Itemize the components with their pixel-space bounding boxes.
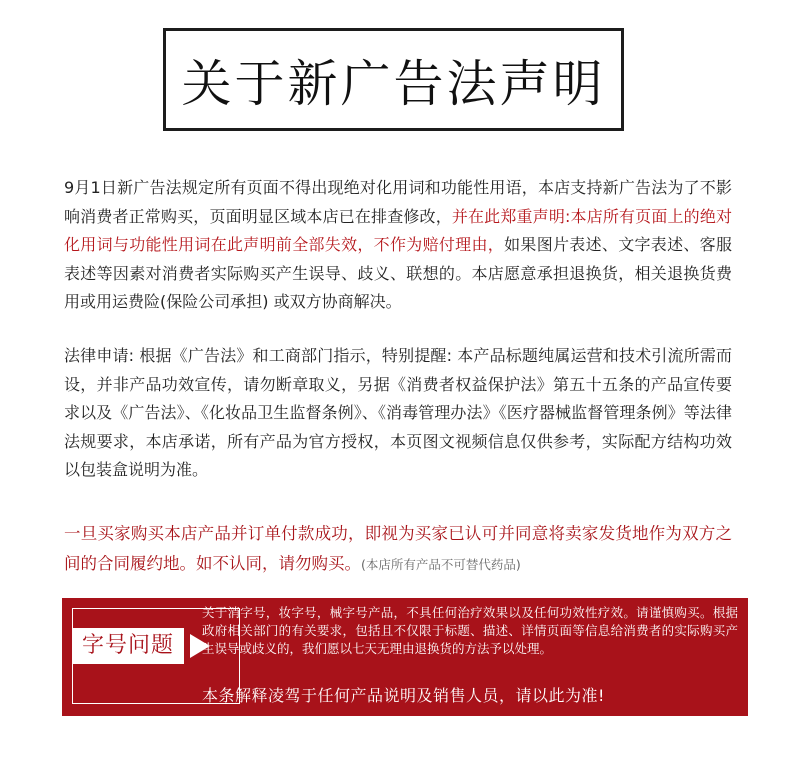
license-notice-text: 关于消字号，妆字号，械字号产品，不具任何治疗效果以及任何功效性疗效。请谨慎购买。根据政府相关部门的有关要求，包括且不仅限于标题、描述、详情页面等信息给消费者的实际购买产生误导或歧义的，我们愿以七天无理由退换货的方法予以处理。: [202, 605, 738, 656]
legal-notice-paragraph: 法律申请: 根据《广告法》和工商部门指示，特别提醒: 本产品标题纯属运营和技术引流所需而设，并非产品功效宣传，请勿断章取义，另据《消费者权益保护法》第五十五条的产品宣传要求以及《广告法》、《化妆品卫生监督条例》、《消毒管理办法》《医疗器械监督管理条例》等法律法规要求，本店承诺，所有产品为官方授权，本页图文视频信息仅供参考，实际配方结构功效以包装盒说明为准。: [64, 346, 732, 479]
final-interpretation-text: 本条解释凌驾于任何产品说明及销售人员，请以此为准!: [202, 686, 605, 705]
declaration-text-remedy: 如果图片表述、文字表述、客服表述等因素对消费者实际购买产生误导、歧义、联想的。本店愿意承担退换货，相关退换货费用或用运费险(保险公司承担) 或双方协商解决。: [64, 235, 732, 311]
title-box: [163, 28, 624, 131]
not-medicine-note: (本店所有产品不可替代药品): [361, 557, 521, 572]
page-title: 关于新广告法声明: [181, 54, 606, 113]
license-notice-banner: [62, 598, 748, 716]
tag-label: 字号问题: [72, 628, 184, 664]
declaration-text-highlight: 并在此郑重声明:本店所有页面上的绝对化用词与功能性用词在此声明前全部失效，不作为赔付理由，: [64, 206, 732, 254]
declaration-paragraph: [64, 174, 732, 317]
contract-location-paragraph: [64, 519, 732, 580]
declaration-text-intro: 9月1日新广告法规定所有页面不得出现绝对化用词和功能性用语，本店支持新广告法为了不影响消费者正常购买，页面明显区域本店已在排查修改，: [64, 178, 732, 226]
contract-location-text: 一旦买家购买本店产品并订单付款成功，即视为买家已认可并同意将卖家发货地作为双方之间的合同履约地。如不认同，请勿购买。: [64, 524, 732, 573]
